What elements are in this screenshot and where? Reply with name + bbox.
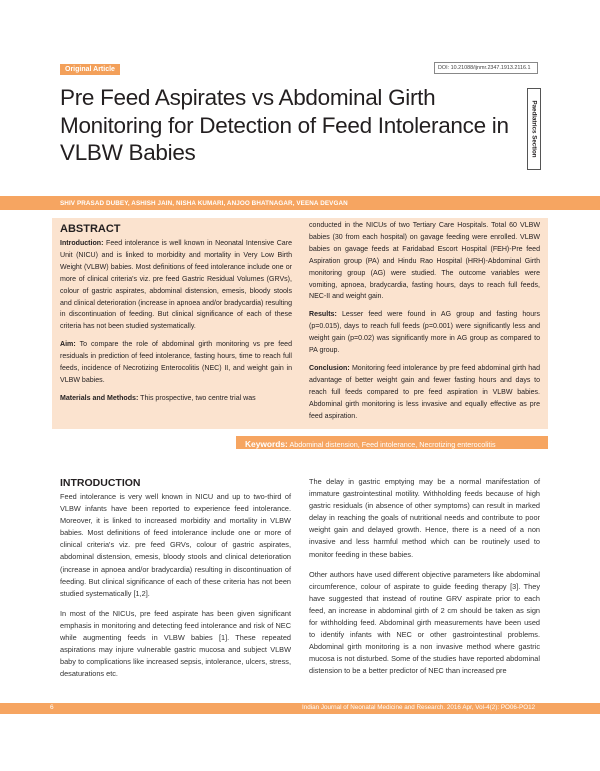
intro-label: Introduction:: [60, 240, 104, 247]
aim-text: To compare the role of abdominal girth monitoring vs pre feed residuals in prediction of feed intolerance, fasting hours, time to reach full feeds, incidence of Necrotizing Enterocolitis (NEC) II, and weight gain in VLBW babies.: [60, 341, 292, 384]
abstract-conclusion: [309, 363, 540, 423]
keywords-values: Abdominal distension, Feed intolerance, Necrotizing enterocolitis: [289, 440, 496, 449]
body-left-column: [60, 491, 291, 688]
intro-paragraph-4: Other authors have used different objective parameters like abdominal circumference, colour of aspirate to guide feeding therapy [3]. They have suggested that instead of routine GRV aspirate prior to each feed, an increase in abdominal girth of 2 cm should be taken as sign for withholding feed. Abdominal girth measurements have been used to identify infants with NEC or other gastrointestinal problems. Abdominal girth monitoring is a non invasive method where gastric mucosa is not disturbed. Some of the studies have reported abdominal distension to be a better predictor of NEC than increased pre: [309, 569, 540, 676]
keywords-label: Keywords:: [245, 439, 288, 449]
abstract-introduction: [60, 238, 292, 333]
keywords: [245, 439, 496, 449]
conclusion-text: Monitoring feed intolerance by pre feed abdominal girth had advantage of better weight gain and fewer fasting hours and days to reach full feeds compared to pre feed aspiration in VLBW babies. Abdominal girth monitoring is less invasive and equally effective as pre feed aspiration.: [309, 364, 540, 420]
introduction-heading: INTRODUCTION: [60, 477, 141, 489]
results-text: Lesser feed were found in AG group and fasting hours (p=0.015), days to reach full feeds (p=0.001) were significantly less and weight gain (p=0.02) was significantly more in AG group as compared to PA group.: [309, 311, 540, 355]
intro-paragraph-1: Feed intolerance is very well known in NICU and up to two-third of VLBW infants have been reported to experience feed intolerance. Moreover, it is linked to increased morbidity and mortality in VLBW babies. Most definitions of feed intolerance include one or more of clinical criteria's viz. pre feed GRVs, colour of gastric aspirates, abdominal distension, emesis, bloody stools and clinical deterioration (increase in apnoea and/or bradycardia) resulting in discontinuation of feeding. But clinical significance of each of these criteria has not been studied systematically [1,2].: [60, 492, 291, 598]
abstract-methods-cont: conducted in the NICUs of two Tertiary Care Hospitals. Total 60 VLBW babies (30 from each hospital) on gavage feeding were enrolled. VLBW babies on gavage feeds at Faridabad Escort Hospital (FEH)-Pre feed Aspiration group (PA) and Hindu Rao Hospital (HRH)-Abdominal Girth monitoring group (AG) were studied. The outcome variables were vomiting, apnoea, bradycardia, fasting hours, days to reach full feeds, NEC-II and weight gain.: [309, 222, 540, 301]
page-number: 6: [50, 704, 54, 711]
section-label-box: [527, 88, 541, 170]
abstract-results: [309, 309, 540, 357]
doi-box[interactable]: DOI: 10.21088/ijnmr.2347.1913.2116.1: [434, 62, 538, 74]
conclusion-label: Conclusion:: [309, 364, 350, 372]
intro-text: Feed intolerance is well known in Neonatal Intensive Care Unit (NICU) and is linked to morbidity and mortality in Very Low Birth Weight (VLBW) babies. Most definitions of feed intolerance include one or more of clinical criteria's viz. pre feed Gastric Residual Volumes (GRVs), colour of gastric aspirates, abdominal distension, emesis, bloody stools and clinical deterioration (increase in apnoea and/or bradycardia) resulting in discontinuation of feeding. But clinical significance of each of these criteria has not been studied systematically.: [60, 240, 292, 331]
abstract-right-column: [309, 220, 540, 429]
methods-text: This prospective, two centre trial was: [140, 394, 256, 402]
author-list: SHIV PRASAD DUBEY, ASHISH JAIN, NISHA KUMARI, ANJOO BHATNAGAR, VEENA DEVGAN: [60, 200, 348, 207]
results-label: Results:: [309, 311, 337, 319]
journal-citation: Indian Journal of Neonatal Medicine and Research. 2016 Apr, Vol-4(2): PO06-PO12: [302, 704, 536, 711]
abstract-left-column: [60, 238, 292, 411]
section-label: Paediatrics Section: [530, 100, 538, 158]
methods-label: Materials and Methods:: [60, 394, 139, 402]
aim-label: Aim:: [60, 341, 76, 349]
article-type-badge: Original Article: [60, 64, 120, 75]
abstract-methods: [60, 393, 292, 405]
article-title: Pre Feed Aspirates vs Abdominal Girth Monitoring for Detection of Feed Intolerance in VLBW Babies: [60, 85, 509, 165]
body-right-column: [309, 476, 540, 686]
abstract-aim: [60, 339, 292, 387]
intro-paragraph-2: In most of the NICUs, pre feed aspirate has been given significant emphasis in monitoring and detecting feed intolerance and risk of NEC while augmenting feeds in VLBW babies [1]. These repeated aspirations may injure vulnerable gastric mucosa and subject VLBW baby to complications like increased sepsis, intolerance, ulcers, stress, desaturations etc.: [60, 608, 291, 679]
abstract-heading: ABSTRACT: [60, 223, 121, 235]
intro-paragraph-3: The delay in gastric emptying may be a normal manifestation of immature gastrointestinal motility. Withholding feeds because of high gastric residuals (in absence of other symptoms) can result in marked delay in reaching the goals of nutritional needs and contribute to poor weight gain and delayed growth. Hence, there is a need of a non invasive and less harmful method which can be routinely used to monitor feeding in these babies.: [309, 477, 540, 559]
